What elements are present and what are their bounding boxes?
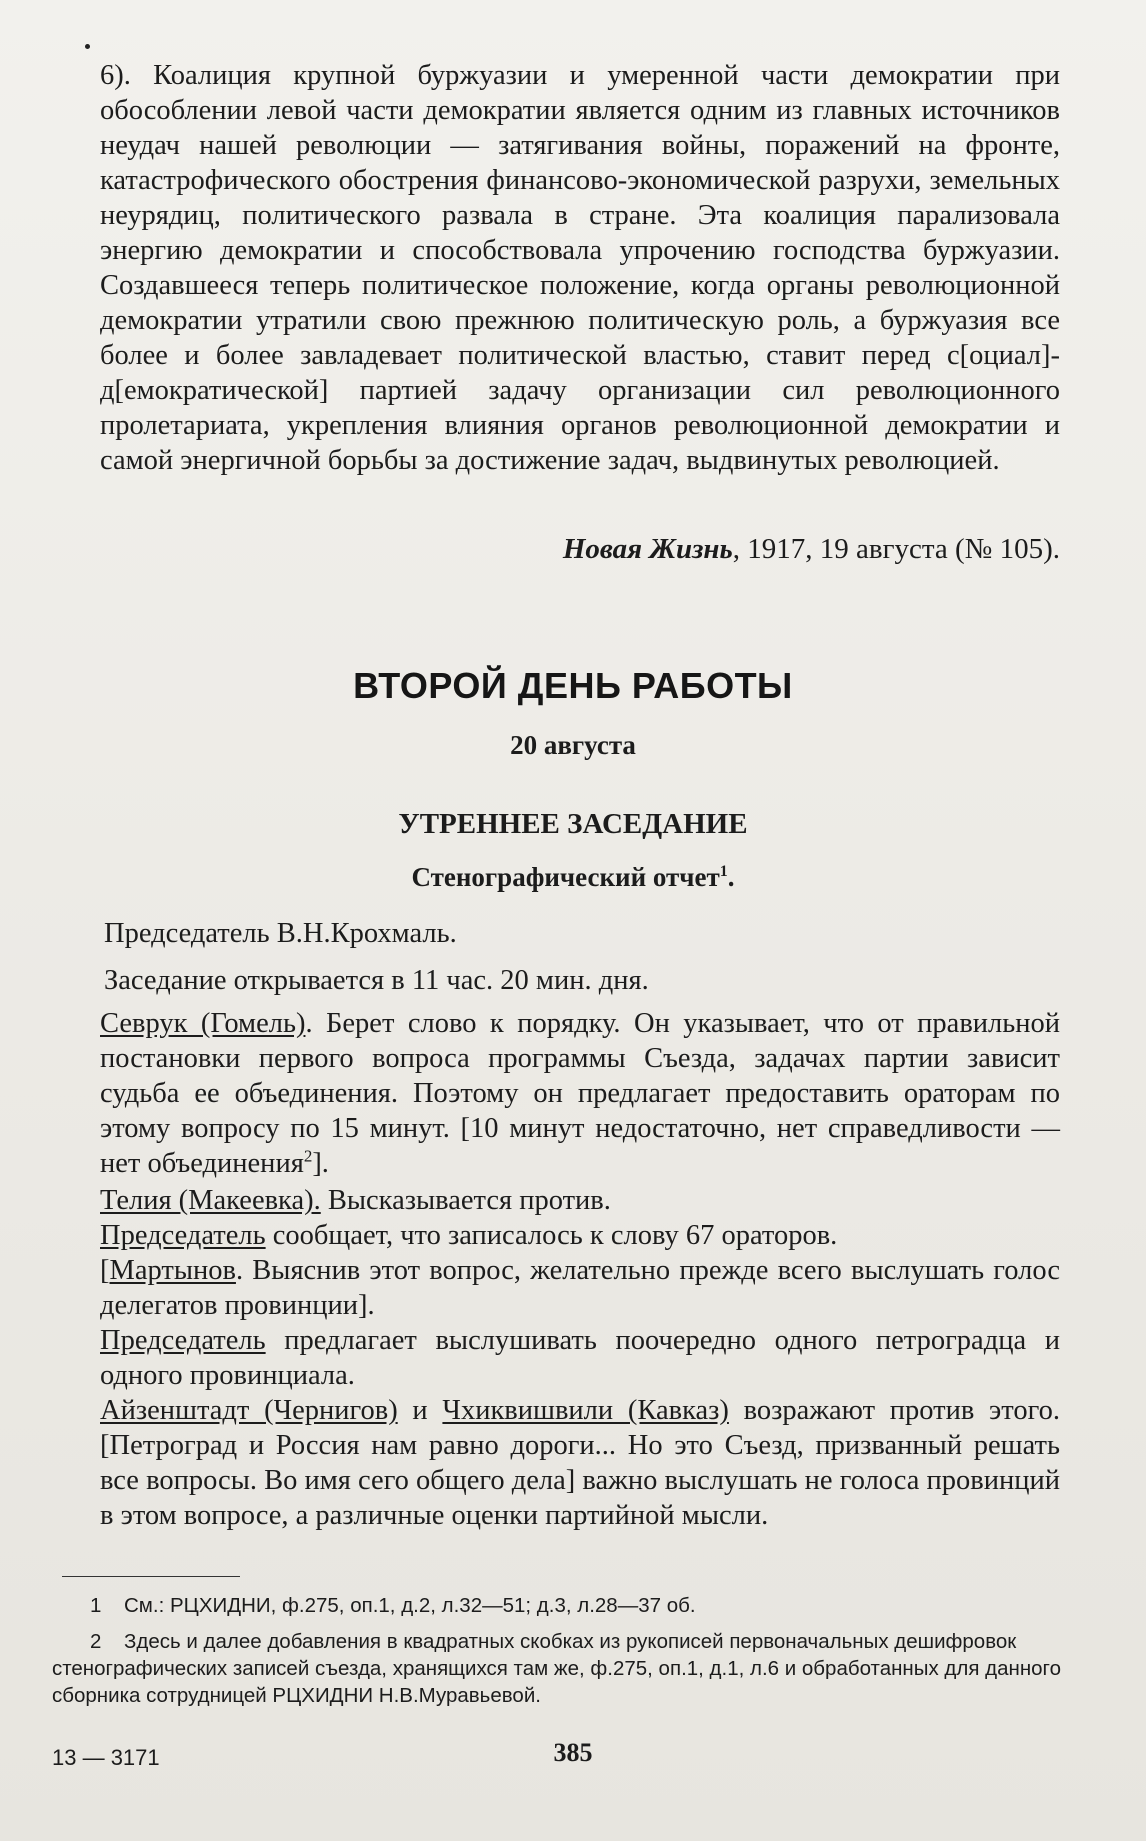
speech-sevruk: [100, 1006, 1060, 1181]
opening-line: Заседание открывается в 11 час. 20 мин. дня.: [104, 965, 649, 996]
speech-end: ].: [312, 1148, 329, 1179]
speaker-name: Мартынов: [109, 1255, 236, 1286]
footnote-number: 2: [90, 1630, 102, 1653]
conjunction: и: [397, 1395, 443, 1426]
footnote-text: См.: РЦХИДНИ, ф.275, оп.1, д.2, л.32—51; д.3, л.28—37 об.: [124, 1594, 696, 1617]
ink-dot: [85, 44, 90, 49]
speech-text: . Берет слово к порядку. Он указывает, что от правильной постановки первого вопроса программы Съезда, задачах партии зависит судьба ее объединения. Поэтому он предлагает предоставить ораторам по этому вопросу по 15 минут. [10 минут недостаточно, нет справедливости — нет объединения: [100, 1008, 1061, 1179]
report-period: .: [727, 862, 735, 892]
speech-text: сообщает, что записалось к слову 67 ораторов.: [265, 1220, 838, 1251]
page-number: 385: [553, 1738, 593, 1767]
speech-text: . Выяснив этот вопрос, желательно прежде всего выслушать голос делегатов провинции].: [100, 1255, 1060, 1321]
speaker-name: Чхиквишвили (Кавказ): [442, 1395, 729, 1426]
chair-line: Председатель В.Н.Крохмаль.: [104, 918, 457, 949]
report-heading: [0, 862, 1146, 893]
speech-teliya: [100, 1183, 1060, 1218]
session-heading: УТРЕННЕЕ ЗАСЕДАНИЕ: [398, 808, 748, 840]
footnote-divider: [62, 1576, 240, 1577]
speaker-name: Айзенштадт (Чернигов): [100, 1395, 398, 1426]
section-heading: ВТОРОЙ ДЕНЬ РАБОТЫ: [353, 665, 793, 706]
footnote-1: [52, 1592, 1072, 1619]
source-newspaper: Новая Жизнь: [562, 533, 733, 565]
speech-text: возражают против этого. [Петроград и Россия нам равно дороги... Но это Съезд, призванный решать все вопросы. Во имя сего общего дела] важно выслушать не голоса провинций в этом вопросе, а различные оценки партийной мысли.: [100, 1395, 1060, 1531]
speaker-name: Председатель: [100, 1220, 266, 1251]
footnote-text: Здесь и далее добавления в квадратных скобках из рукописей первоначальных дешифровок стенографических записей съезда, хранящихся там же, ф.275, оп.1, д.1, л.6 и обработанных для данного сборника сотрудницей РЦХИДНИ Н.В.Муравьевой.: [52, 1630, 1061, 1707]
speech-martynov: [100, 1253, 1060, 1323]
bracket: [: [100, 1255, 110, 1286]
resolution-text: 6). Коалиция крупной буржуазии и умеренной части демократии при обособлении левой части демократии является одним из главных источников неудач нашей революции — затягивания войны, поражений на фронте, катастрофического обострения финансово-экономической разрухи, земельных неурядиц, политического развала в стране. Эта коалиция парализовала энергию демократии и способствовала упрочению господства буржуазии. Создавшееся теперь политическое положение, когда органы революционной демократии утратили свою прежнюю политическую роль, а буржуазия все более и более завладевает политической властью, ставит перед с[оциал]-д[емократической] партией задачу организации сил революционного пролетариата, укрепления влияния органов революционной демократии и самой энергичной борьбы за достижение задач, выдвинутых революцией.: [100, 60, 1060, 476]
source-citation: [563, 533, 1060, 566]
footnote-ref: 2: [303, 1146, 313, 1166]
footnote-ref: 1: [719, 863, 728, 880]
speech-text: предлагает выслушивать поочередно одного петроградца и одного провинциала.: [100, 1325, 1060, 1391]
speech-chair-2: [100, 1323, 1060, 1393]
print-signature: 13 — 3171: [52, 1745, 160, 1770]
footnote-number: 1: [90, 1594, 102, 1617]
proceedings: [100, 1006, 1060, 1533]
speech-chair-1: [100, 1218, 1060, 1253]
resolution-paragraph: [100, 58, 1060, 478]
speech-text: Высказывается против.: [320, 1185, 611, 1216]
source-details: , 1917, 19 августа (№ 105).: [732, 533, 1060, 565]
footnote-2: [52, 1628, 1072, 1709]
report-title: Стенографический отчет: [411, 862, 720, 892]
section-date: 20 августа: [510, 730, 636, 760]
speaker-name: Севрук (Гомель): [100, 1008, 306, 1039]
speaker-name: Председатель: [100, 1325, 266, 1356]
speaker-name: Телия (Макеевка).: [100, 1185, 321, 1216]
speech-aizenshtadt: [100, 1393, 1060, 1533]
